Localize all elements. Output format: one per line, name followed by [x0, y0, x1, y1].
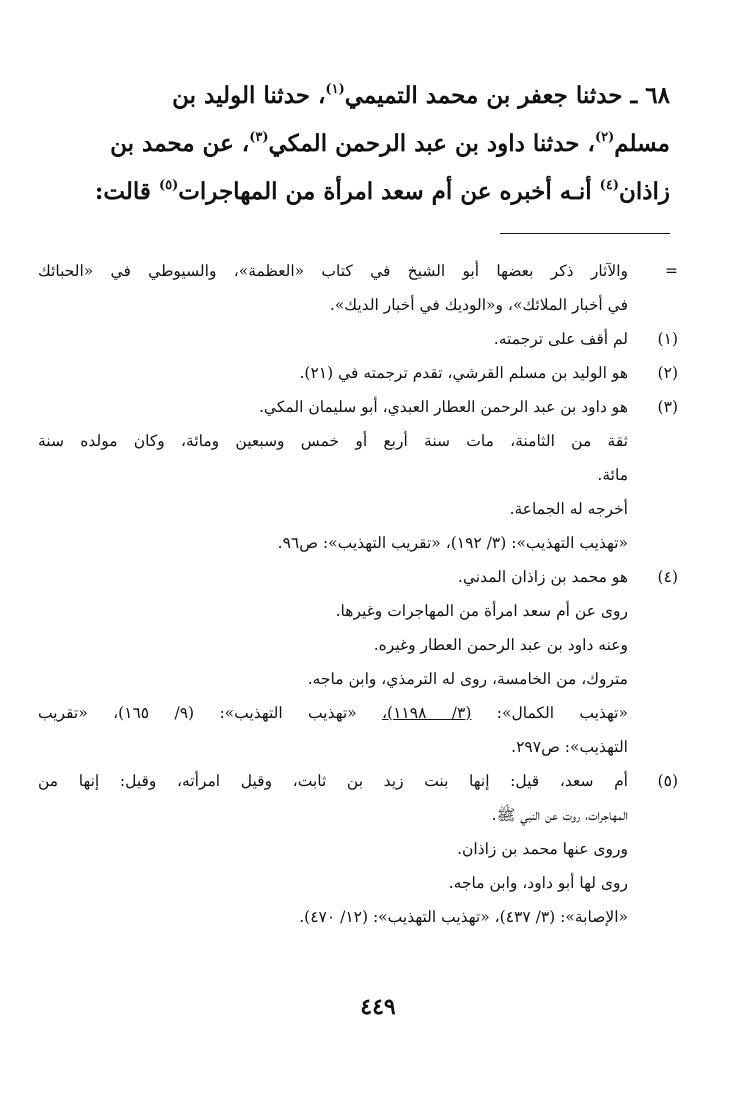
hadith-text — [80, 72, 670, 216]
page-number: ٤٤٩ — [360, 994, 396, 1020]
footnote-1: (١) لم أقف على ترجمته. — [38, 322, 678, 356]
footnote-4-sources: «تهذيب الكمال»: (٣/ ١١٩٨)، «تهذيب التهذيب»: (٩/ ١٦٥)، «تقريب — [38, 704, 628, 722]
footnote-3: (٣) هو داود بن عبد الرحمن العطار العبدي، أبو سليمان المكي. ثقة من الثامنة، مات سنة أربع أو خمس وسبعين ومائة، وكان مولده سنة مائة. أخرجه له الجماعة. «تهذيب التهذيب»: (٣/ ١٩٢)، «تقريب التهذيب»: ص٩٦. — [38, 390, 678, 560]
footnote-separator — [500, 233, 670, 234]
footnote-2: (٢) هو الوليد بن مسلم القرشي، تقدم ترجمته في (٢١). — [38, 356, 678, 390]
footnote-ref-4[interactable]: (٤) — [599, 178, 619, 193]
hadith-line-2: مسلم$^{(٢)}$، حدثنا داود بن عبد الرحمن المكي$^{(٣)}$، عن محمد بن — [110, 130, 670, 157]
footnote-ref-1[interactable]: (١) — [325, 82, 345, 97]
footnotes — [38, 254, 678, 934]
footnote-ref-5[interactable]: (٥) — [158, 178, 179, 193]
footnote-continuation: = والآثار ذكر بعضها أبو الشيخ في كتاب «العظمة»، والسيوطي في «الحبائك في أخبار الملائك»، و«الوديك في أخبار الديك». — [38, 254, 678, 322]
hadith-line-1: ٦٨ ـ حدثنا جعفر بن محمد التميمي$^{(١)}$، حدثنا الوليد بن — [172, 82, 670, 109]
footnote-4: (٤) هو محمد بن زاذان المدني. روى عن أم سعد امرأة من المهاجرات وغيرها. وعنه داود بن عبد الرحمن العطار وغيره. متروك، من الخامسة، روى له الترمذي، وابن ماجه. «تهذيب الكمال»: (٣/ ١١٩٨)، «تهذيب التهذيب»: (٩/ ١٦٥)، «تقريب التهذيب»: ص٢٩٧. — [38, 560, 678, 764]
footnote-ref-3[interactable]: (٣) — [249, 130, 269, 145]
footnote-number: (٥) — [657, 772, 678, 790]
footnote-number: (٣) — [657, 398, 678, 416]
footnote-number: (١) — [657, 330, 678, 348]
footnote-number: (٢) — [657, 364, 678, 382]
footnote-5: (٥) أم سعد، قيل: إنها بنت زيد بن ثابت، وقيل امرأته، وقيل: إنها من المهاجرات، روت عن النبي ﷺ. وروى عنها محمد بن زاذان. روى لها أبو داود، وابن ماجه. «الإصابة»: (٣/ ٤٣٧)، «تهذيب التهذيب»: (١٢/ ٤٧٠). — [38, 764, 678, 934]
footnote-number: (٤) — [657, 568, 678, 586]
footnote-number: = — [665, 262, 678, 280]
underlined-reference: (٣/ ١١٩٨)، — [382, 704, 472, 722]
hadith-line-3: زاذان$^{(٤)}$ أنـه أخبره عن أم سعد امرأة من المهاجرات$^{(٥)}$ قالت: — [94, 178, 670, 205]
footnote-ref-2[interactable]: (٢) — [594, 130, 615, 145]
